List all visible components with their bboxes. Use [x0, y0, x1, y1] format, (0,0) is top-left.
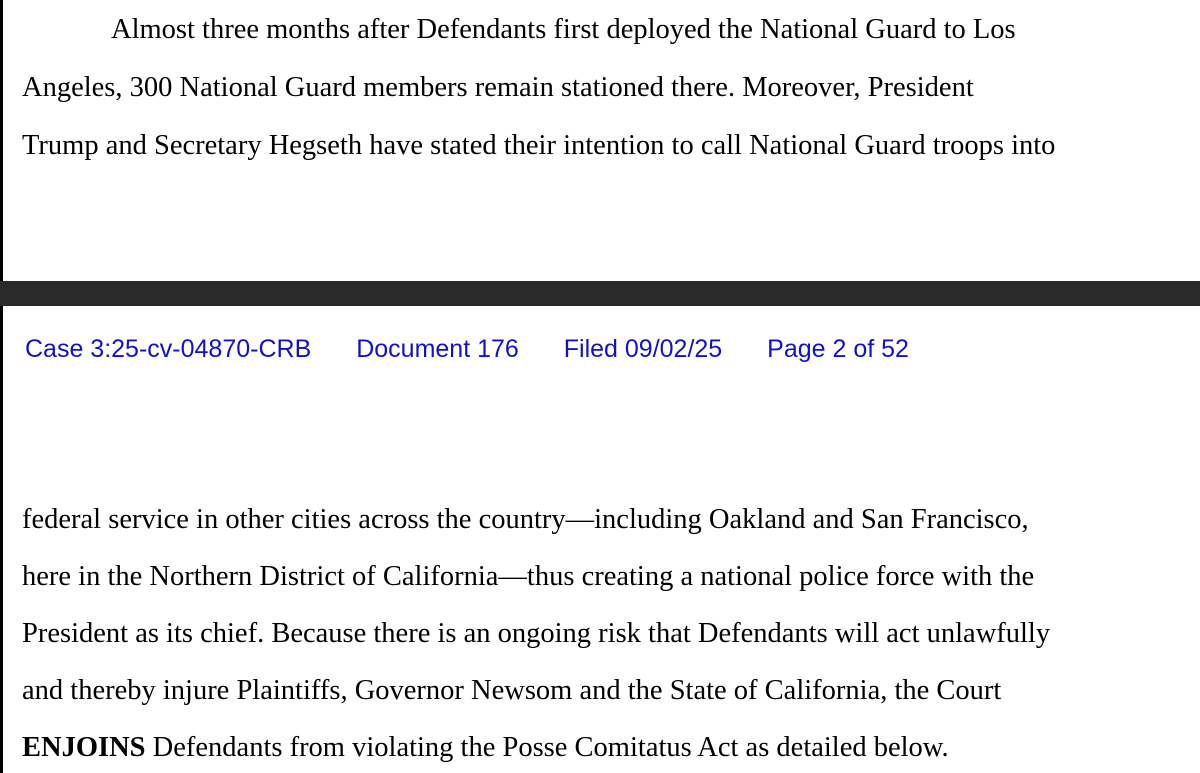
- body-text-line: Angeles, 300 National Guard members remain stationed there. Moreover, President: [22, 72, 974, 103]
- document-page-lower: [0, 306, 1200, 773]
- body-text-line: federal service in other cities across the country—including Oakland and San Francisco,: [22, 504, 1029, 535]
- body-text-line: President as its chief. Because there is an ongoing risk that Defendants will act unlawfully: [22, 618, 1051, 649]
- body-text-line: Almost three months after Defendants first deployed the National Guard to Los: [111, 14, 1016, 45]
- case-number: Case 3:25-cv-04870-CRB: [25, 335, 312, 363]
- body-text-line-rest: Defendants from violating the Posse Comitatus Act as detailed below.: [145, 732, 949, 763]
- page-number: Page 2 of 52: [767, 335, 909, 363]
- body-text-line: Trump and Secretary Hegseth have stated their intention to call National Guard troops into: [22, 130, 1056, 161]
- page-separator: [0, 281, 1200, 306]
- body-text-line: [22, 734, 949, 763]
- body-text-line: here in the Northern District of California—thus creating a national police force with the: [22, 561, 1035, 592]
- document-number: Document 176: [356, 335, 519, 363]
- body-text-line: and thereby injure Plaintiffs, Governor Newsom and the State of California, the Court: [22, 675, 1002, 706]
- document-page-upper: [0, 0, 1200, 281]
- enjoins-emphasis: ENJOINS: [22, 732, 146, 763]
- filed-date: Filed 09/02/25: [563, 335, 723, 363]
- case-header: [25, 337, 909, 362]
